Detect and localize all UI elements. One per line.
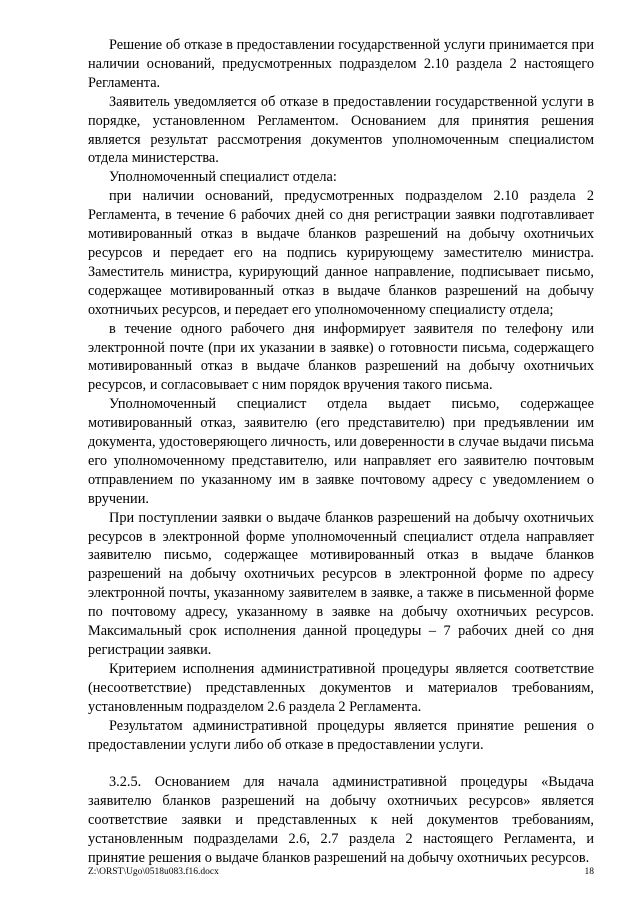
footer-file-path: Z:\ORST\Ugo\0518u083.f16.docx [88, 867, 219, 877]
paragraph-refusal-decision: Решение об отказе в предоставлении государственной услуги принимается при наличии оснований, предусмотренных подразделом 2.10 раздела 2 настоящего Регламента. [88, 37, 594, 91]
paragraph-specialist-heading: Уполномоченный специалист отдела: [109, 169, 337, 186]
paragraph-applicant-notified: Заявитель уведомляется об отказе в предоставлении государственной услуги в порядке, установленном Регламентом. Основанием для принятия решения является результат рассмотрения документов уполномоченным специалистом отдела министерства. [88, 93, 594, 167]
paragraph-electronic-request: При поступлении заявки о выдаче бланков разрешений на добычу охотничьих ресурсов в электронной форме уполномоченный специалист отдела направляет заявителю письмо, содержащее мотивированный отказ в выдаче бланков разрешений на добычу охотничьих ресурсов в электронной форме по адресу электронной почты, указанному заявителем в заявке, а также в письменной форме по почтовому адресу, указанному в заявке на добычу охотничьих ресурсов. Максимальный срок исполнения данной процедуры – 7 рабочих дней со дня регистрации заявки. [88, 509, 594, 658]
paragraph-criterion: Критерием исполнения административной процедуры является соответствие (несоответствие) представленных документов и материалов требованиям, установленным подразделом 2.6 раздела 2 Регламента. [88, 660, 594, 715]
paragraph-prepare-refusal: при наличии оснований, предусмотренных подразделом 2.10 раздела 2 Регламента, в течение 6 рабочих дней со дня регистрации заявки подготавливает мотивированный отказ в выдаче бланков разрешений на добычу охотничьих ресурсов и передает его на подпись курирующему заместителю министра. Заместитель министра, курирующий данное направление, подписывает письмо, содержащее мотивированный отказ в выдаче бланков разрешений на добычу охотничьих ресурсов, и передает его уполномоченному специалисту отдела; [88, 188, 594, 318]
paragraph-result: Результатом административной процедуры является принятие решения о предоставлении услуги либо об отказе в предоставлении услуги. [88, 717, 594, 753]
paragraph-inform-applicant: в течение одного рабочего дня информирует заявителя по телефону или электронной почте (при их указании в заявке) о готовности письма, содержащего мотивированный отказ в выдаче бланков разрешений на добычу охотничьих ресурсов, и согласовывает с ним порядок вручения такого письма. [88, 320, 594, 394]
paragraph-section-3-2-5: 3.2.5. Основанием для начала административной процедуры «Выдача заявителю бланков разрешений на добычу охотничьих ресурсов» является соответствие заявки и представленных к ней документов требованиям, установленным подразделами 2.6, 2.7 раздела 2 настоящего Регламента, и принятие решения о выдаче бланков разрешений на добычу охотничьих ресурсов. [88, 774, 594, 866]
paragraph-issue-letter: Уполномоченный специалист отдела выдает письмо, содержащее мотивированный отказ, заявителю (его представителю) при предъявлении им документа, удостоверяющего личность, или доверенности в случае выдачи письма его уполномоченному представителю, или направляет его заявителю почтовым отправлением по указанному им в заявке почтовому адресу с уведомлением о вручении. [88, 396, 594, 507]
document-body [88, 36, 594, 868]
footer-page-number: 18 [584, 867, 594, 877]
